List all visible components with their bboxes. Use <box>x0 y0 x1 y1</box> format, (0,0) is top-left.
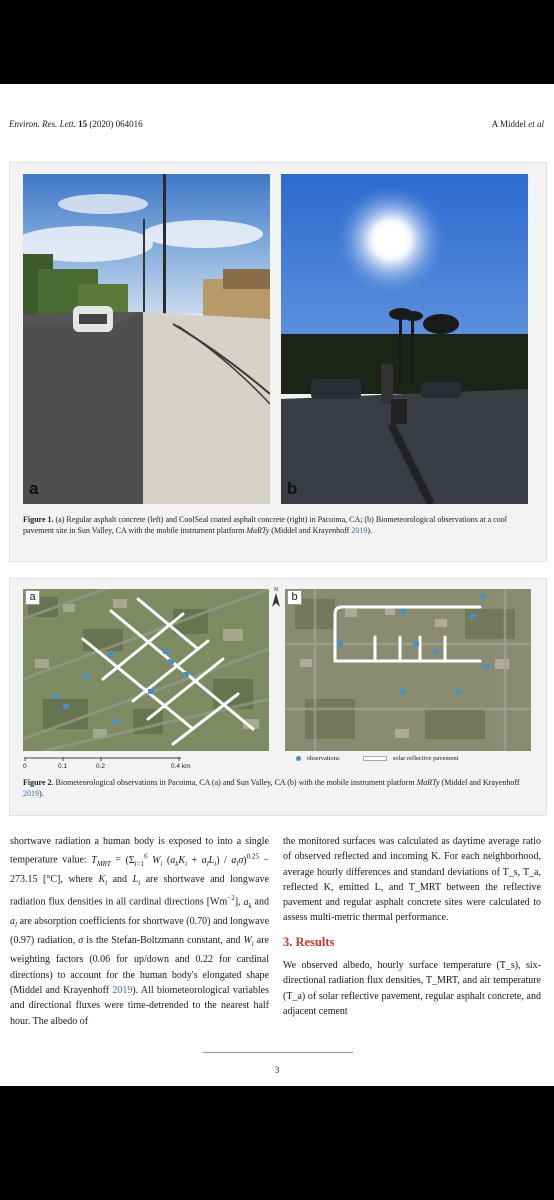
figure-1-label: Figure 1. <box>23 515 54 524</box>
pacoima-aerial-image <box>23 589 269 751</box>
marty-photo-image <box>281 174 528 504</box>
body-paragraph: We observed albedo, hourly surface temperature (T_s), six-directional radiation flux densities, T_MRT, and air temperature (T_a) of solar reflective pavement, regular asphalt concrete, and adjacent cement <box>283 960 541 1017</box>
north-arrow-shape <box>272 593 280 607</box>
citation-link[interactable]: 2019 <box>112 985 133 997</box>
body-paragraph: the monitored surfaces was calculated as daytime average ratio of observed reflected and incoming K. For each neighborhood, average hourly differences and standard deviations of T_s, T_a, reflected K, emitted L, and T_MRT between the reflective pavement and regular asphalt concrete sites were calculated to assess multi-metric thermal performance. <box>283 836 541 924</box>
legend-observations: observations <box>306 755 340 762</box>
figure-2a-map <box>23 589 269 751</box>
author-name: A Middel <box>491 119 526 129</box>
footer-divider <box>203 1052 353 1053</box>
section-heading-results: 3. Results <box>283 934 335 949</box>
figure-1-panel-b-label: b <box>287 479 298 498</box>
body-left-column: shortwave radiation a human body is exposed to into a single temperature value: $T_{MRT} = (\Sigma_{i=1}^6$ $W_i$ $(a_kK_i + a_lL_i) / a_l\sigma)^{0.25} - 273.15$ [°C], where $K_i$ and $L_i$ are shortwave and longwave radiation flux densities in all cardinal directions $[Wm^{-2}]$, $a_k$ and $a_l$ are absorption coefficients for shortwave (0.70) and longwave (0.97) radiation, σ is the Stefan-Boltzmann constant, and $W_i$ are weighting factors (0.06 for up/down and 0.22 for cardinal directions) to account for the human body's elongated shape (Middel and Krayenhoff 2019). All biometeorological variables and directional fluxes were time-detrended to the nearest half hour. The albedo of <box>10 836 270 1027</box>
figure-2-panel-a-label: a <box>25 590 40 605</box>
figure-1-caption-tail: (Middel and Krayenhoff <box>271 525 350 535</box>
figure-2-caption-italic: MaRTy <box>416 778 440 787</box>
body-text-line: ). All biometeorological variables and directional fluxes were time-detrended to the nearest half hour. The albedo of <box>10 985 270 1027</box>
body-text-line: − 273.15 [°C], where <box>10 854 270 885</box>
legend-pavement: solar reflective pavement <box>392 755 459 762</box>
figure-2-caption <box>23 778 535 799</box>
figure-2-panel-b-label: b <box>287 590 302 605</box>
north-label: N <box>274 587 278 593</box>
figure-2b-map <box>285 589 531 751</box>
body-text-line: is the Stefan-Boltzmann constant, and <box>86 935 241 947</box>
street-photo-image <box>23 174 270 504</box>
figure-2-caption-text: Biometeorological observations in Pacoima, CA (a) and Sun Valley, CA (b) with the mobile instrument platform <box>55 778 415 787</box>
figure-2-label: Figure 2. <box>23 778 54 787</box>
scale-tick-2: 0.2 <box>96 763 106 770</box>
figure-2-caption-end: ). <box>39 788 44 798</box>
running-header-author <box>492 119 544 129</box>
map-legend <box>296 755 458 762</box>
body-text-line: shortwave radiation a human body is exposed to into a single temperature value: <box>10 836 269 866</box>
body-text-line: are shortwave and longwave radiation flux densities in all cardinal directions [Wm <box>10 873 269 908</box>
body-text-line: are absorption coefficients for shortwave (0.70) and longwave (0.97) radiation, <box>10 915 270 947</box>
body-text-line: ], <box>234 896 241 908</box>
scale-tick-1: 0.1 <box>58 763 68 770</box>
scale-tick-3: 0.4 km <box>171 763 191 770</box>
body-right-column <box>283 834 541 1019</box>
figure-2-caption-tail: (Middel and Krayenhoff <box>441 778 520 787</box>
figure-2 <box>9 578 547 816</box>
sun-valley-aerial-image <box>285 589 531 751</box>
figure-1-citation-link[interactable]: 2019 <box>351 525 368 535</box>
journal-name: Environ. Res. Lett. <box>9 119 76 129</box>
north-arrow-icon <box>272 587 280 609</box>
observation-dot-icon <box>296 756 301 761</box>
volume-number: 15 <box>78 119 88 129</box>
scale-tick-0: 0 <box>23 763 27 770</box>
tmrt-formula: ($\Sigma_{i=1}^6$ $W_i$ $(a_kK_i + a_lL_i) / a_l\sigma)^{0.25}$ <box>125 852 259 868</box>
figure-1b-photo <box>281 174 528 504</box>
top-black-bar <box>0 0 554 84</box>
page-number: 3 <box>274 1065 280 1075</box>
figure-1-caption <box>23 515 535 536</box>
figure-1 <box>9 162 547 562</box>
year-article: (2020) 064016 <box>89 119 143 129</box>
figure-2-citation-link[interactable]: 2019 <box>23 788 39 798</box>
figure-1-panel-a-label: a <box>29 479 39 498</box>
scale-bar-graphic <box>23 757 183 762</box>
paper-page <box>0 84 554 1086</box>
body-text-line: are weighting factors (0.06 for up/down and 0.22 for cardinal directions) to account for the human body's elongated shape (Middel and Krayenhoff <box>10 935 269 997</box>
figure-1-caption-italic: MaRTy <box>246 525 270 535</box>
figure-1a-photo <box>23 174 270 504</box>
et-al: et al <box>528 119 544 129</box>
figure-1-caption-text: (a) Regular asphalt concrete (left) and CoolSeal coated asphalt concrete (right) in Pacoima, CA; (b) Biometeorological observations at a cool pavement site in Sun Valley, CA with the mobile instrument platform <box>23 515 507 535</box>
bottom-black-bar <box>0 1086 554 1200</box>
pavement-line-icon <box>363 756 387 761</box>
running-header-journal <box>9 119 143 129</box>
map-scale-bar <box>23 757 191 773</box>
figure-1-caption-end: ). <box>367 525 373 535</box>
